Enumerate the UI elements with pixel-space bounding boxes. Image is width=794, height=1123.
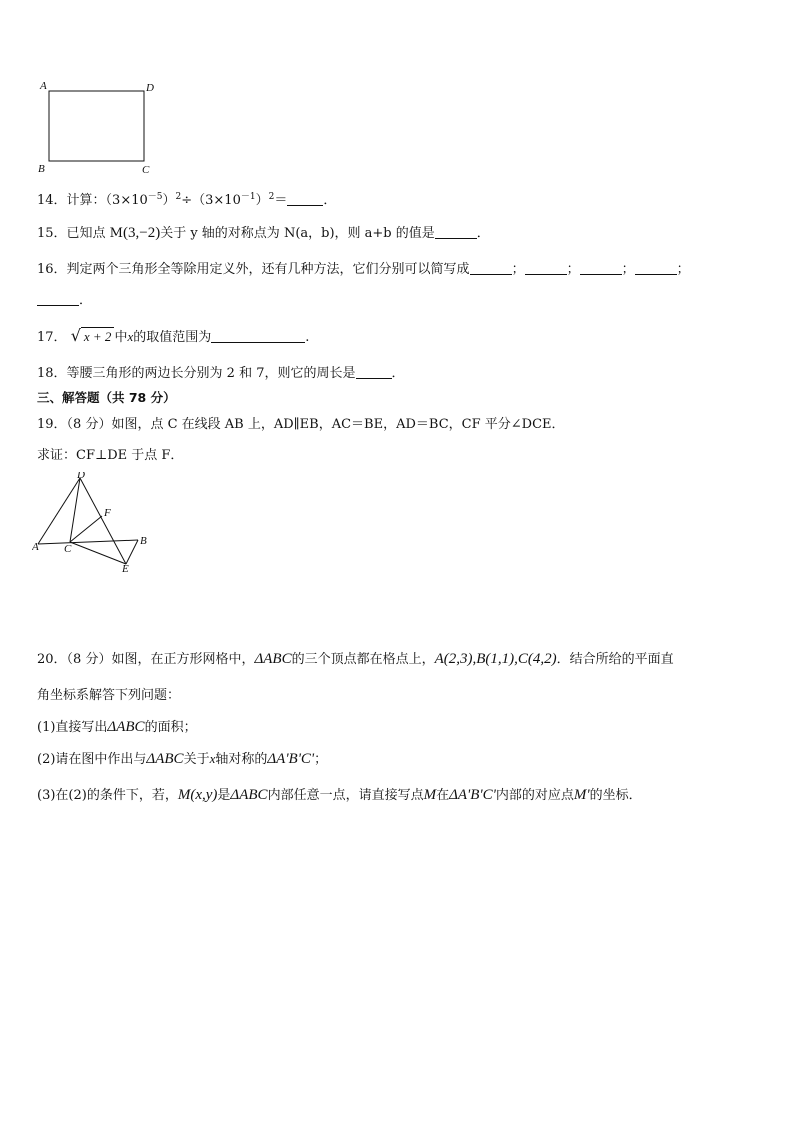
question-18: 18．等腰三角形的两边长分别为 2 和 7，则它的周长是 ． — [37, 366, 405, 381]
question-20-cont: 角坐标系解答下列问题： — [37, 688, 181, 703]
rectangle-figure — [36, 78, 166, 178]
question-20: 20．（8 分）如图，在正方形网格中，ΔABC的三个顶点都在格点上，A(2,3),B(1,1),C(4,2)．结合所给的平面直 — [37, 651, 674, 667]
answer-blank-15[interactable] — [435, 224, 477, 239]
answer-blank-18[interactable] — [356, 364, 392, 379]
label-E: E — [122, 563, 129, 572]
question-19: 19．（8 分）如图，点 C 在线段 AB 上，AD∥EB，AC＝BE，AD＝BC，CF 平分∠DCE． — [37, 417, 565, 432]
question-14: 14．计算：$(3\times 10^{-5})^2\div(3\times 10^{-1})^2=$ ． — [37, 192, 337, 208]
question-20-part3: (3)在(2)的条件下，若，M(x,y)是ΔABC内部任意一点，请直接写点M在ΔA'B'C'内部的对应点M'的坐标． — [37, 787, 642, 803]
label-A: A — [32, 541, 39, 553]
label-A: A — [40, 80, 47, 92]
answer-blank-16-5[interactable] — [37, 291, 79, 306]
answer-blank-16-2[interactable] — [525, 260, 567, 275]
label-B: B — [38, 163, 45, 175]
label-D: D — [77, 472, 85, 481]
sqrt-symbol: √ — [70, 326, 81, 345]
question-20-part1: (1)直接写出ΔABC的面积； — [37, 719, 197, 735]
label-C: C — [64, 543, 72, 555]
answer-blank-16-3[interactable] — [580, 260, 622, 275]
triangle-figure-19 — [32, 472, 152, 572]
question-20-part2: (2)请在图中作出与ΔABC关于x轴对称的ΔA'B'C'； — [37, 751, 328, 767]
radicand: x + 2 — [81, 327, 115, 346]
answer-blank-16-4[interactable] — [635, 260, 677, 275]
label-D: D — [146, 82, 154, 94]
question-16-cont: ． — [37, 291, 92, 310]
label-C: C — [142, 164, 150, 176]
label-F: F — [104, 507, 111, 519]
question-15: 15．已知点 M(3,−2)关于 y 轴的对称点为 N(a，b)，则 a+b 的值是 ． — [37, 225, 490, 241]
label-B: B — [140, 535, 147, 547]
answer-blank-14[interactable] — [287, 191, 323, 206]
question-16: 16．判定两个三角形全等除用定义外，还有几种方法，它们分别可以简写成 ； ； ； ； — [37, 262, 690, 277]
answer-blank-16-1[interactable] — [470, 260, 512, 275]
answer-blank-17[interactable] — [211, 328, 305, 343]
question-19-prove: 求证：CF⊥DE 于点 F． — [37, 448, 184, 463]
section-title: 三、解答题（共 78 分） — [37, 390, 176, 405]
question-17: 17． √ x + 2 中x的取值范围为 . — [37, 326, 310, 345]
